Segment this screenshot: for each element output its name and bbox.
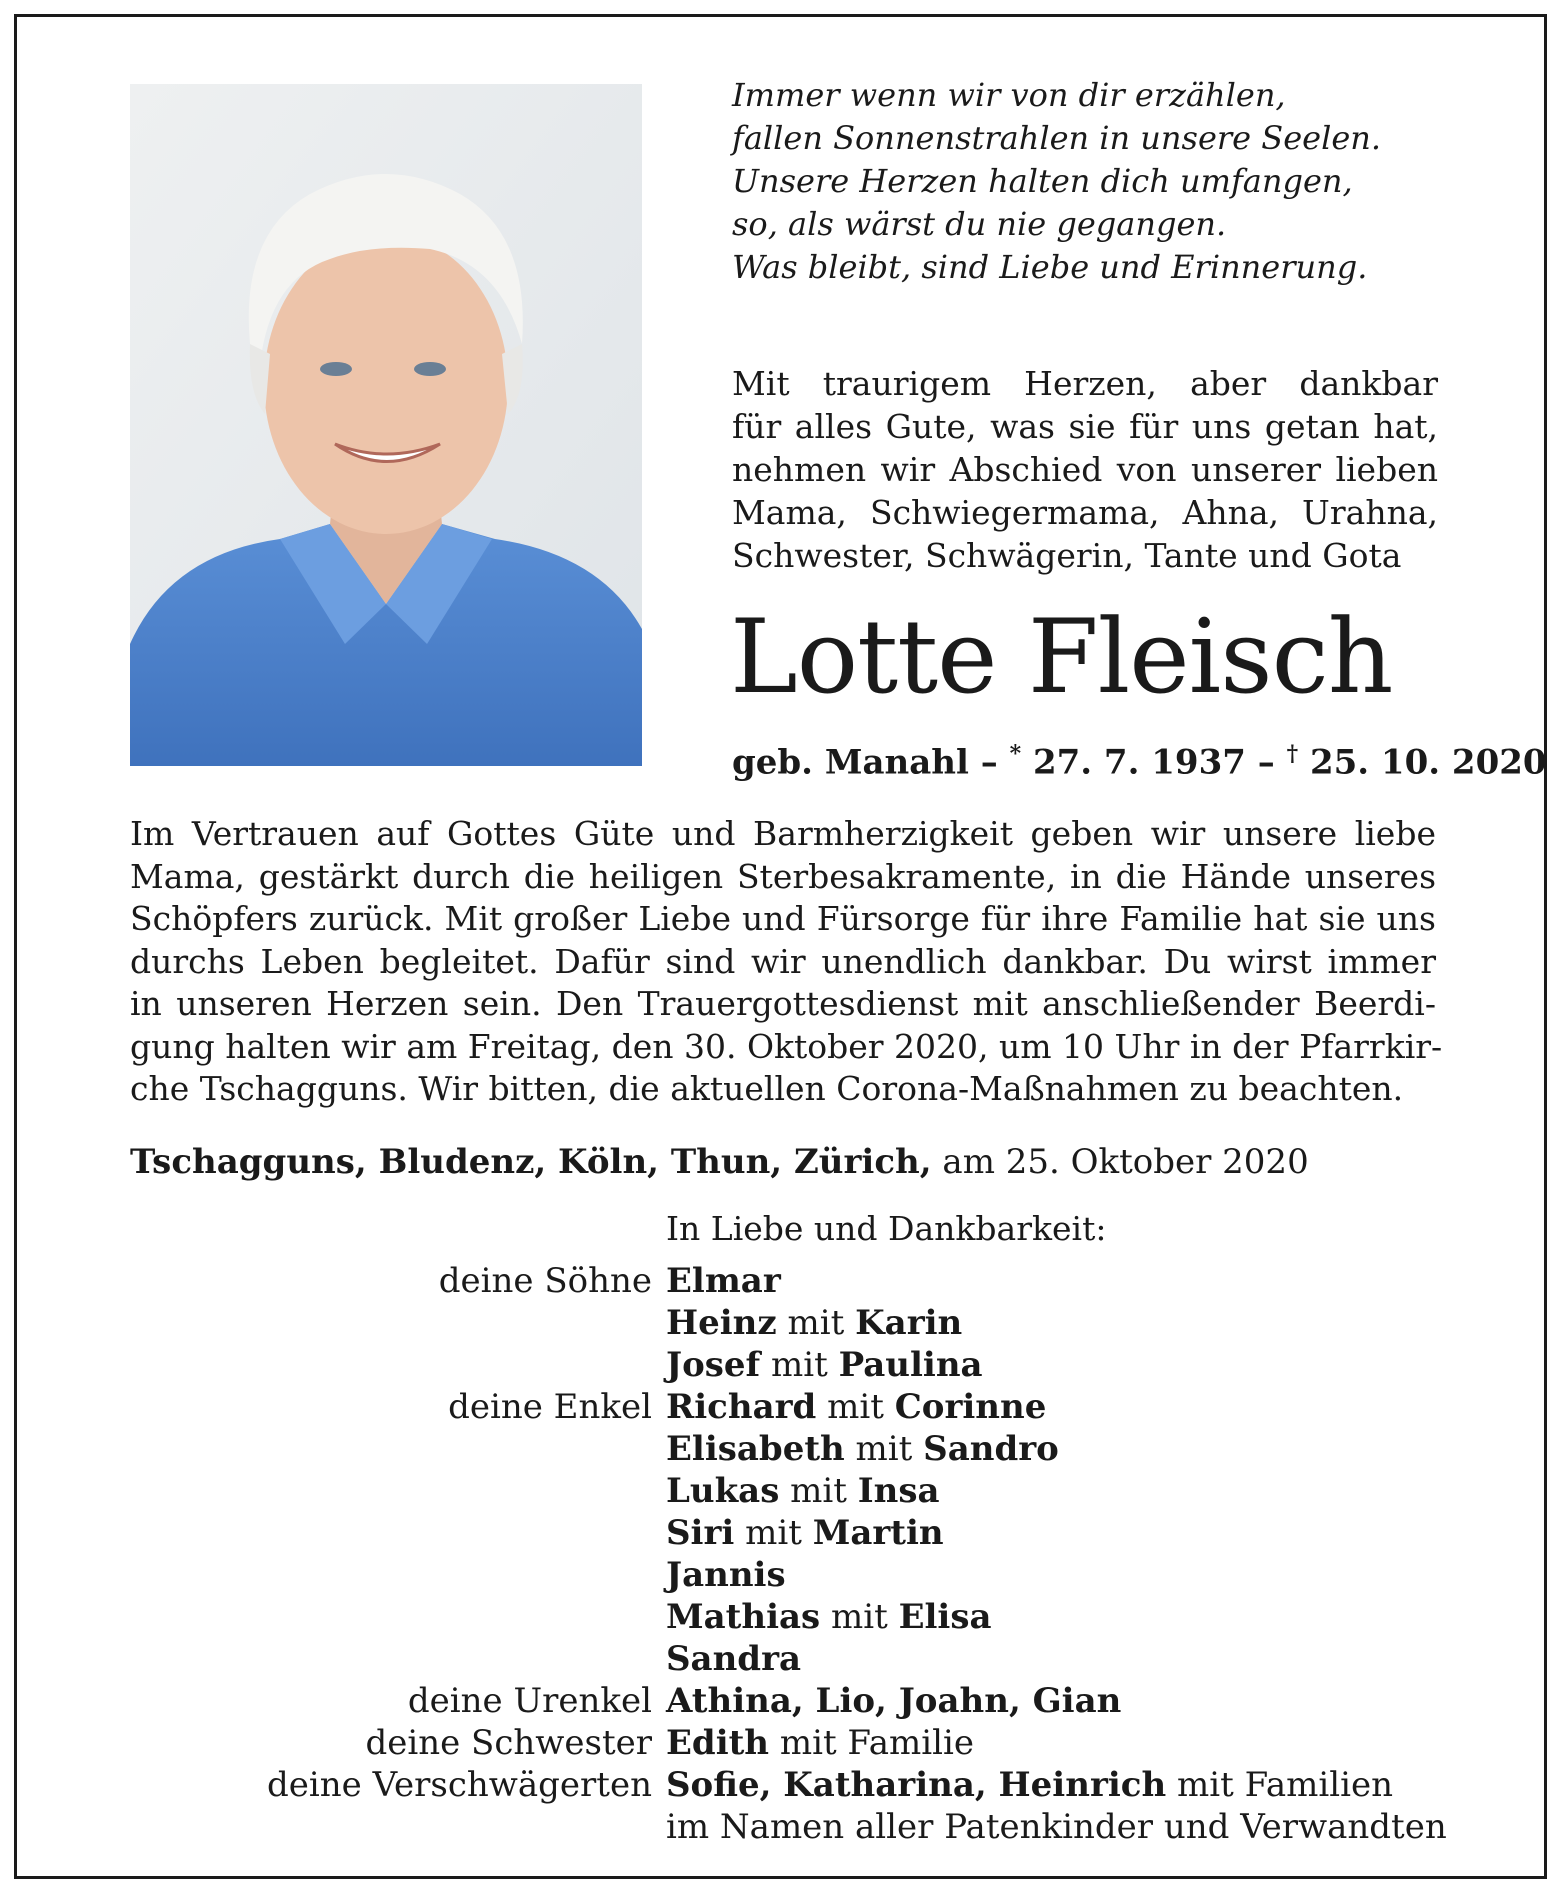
body-text (130, 813, 1443, 1111)
closing-line: im Namen aller Patenkinder und Verwandten (666, 1807, 1447, 1847)
died-symbol: † (1286, 741, 1299, 767)
family-partner: Martin (812, 1513, 944, 1553)
intro-line: für alles Gute, was sie für uns getan hat, (732, 407, 1438, 446)
family-row (0, 1302, 1567, 1344)
separator: – (1245, 742, 1287, 783)
body-line: Im Vertrauen auf Gottes Güte und Barmherzigkeit geben wir unsere liebe (130, 814, 1436, 853)
family-name: Siri (666, 1513, 735, 1553)
body-line: in unseren Herzen sein. Den Trauergottesdienst mit anschließender Beerdi- (130, 984, 1436, 1023)
family-label-sister: deine Schwester (365, 1723, 652, 1763)
family-name: Mathias (666, 1597, 821, 1637)
family-partner: Elisa (898, 1597, 992, 1637)
family-row (0, 1680, 1567, 1722)
body-line: gung halten wir am Freitag, den 30. Oktober 2020, um 10 Uhr in der Pfarrkir- (130, 1026, 1443, 1066)
family-partner: Karin (855, 1303, 963, 1343)
birth-name: geb. Manahl (732, 742, 969, 783)
family-name: Richard (666, 1387, 817, 1427)
poem-line: Was bleibt, sind Liebe und Erinnerung. (732, 248, 1368, 286)
family-list (0, 1260, 1567, 1848)
signoff: In Liebe und Dankbarkeit: (666, 1209, 1107, 1248)
family-row (0, 1386, 1567, 1428)
family-label-sons: deine Söhne (438, 1261, 652, 1301)
with-word: mit (779, 1471, 858, 1511)
family-name: Elmar (666, 1261, 781, 1301)
family-name: Heinz (666, 1303, 777, 1343)
with-word: mit (734, 1513, 813, 1553)
towns: Tschagguns, Bludenz, Köln, Thun, Zürich, (130, 1142, 932, 1182)
family-row (0, 1428, 1567, 1470)
died-date: 25. 10. 2020 (1298, 742, 1547, 783)
family-partner: Insa (857, 1471, 940, 1511)
body-line: che Tschagguns. Wir bitten, die aktuellen Corona-Maßnahmen zu beachten. (130, 1069, 1404, 1108)
family-name: Sandra (666, 1639, 802, 1679)
poem-line: so, als wärst du nie gegangen. (732, 205, 1227, 243)
family-row (0, 1722, 1567, 1764)
family-label-grandchildren: deine Enkel (448, 1387, 652, 1427)
born-date: 27. 7. 1937 (1021, 742, 1246, 783)
notice-date: am 25. Oktober 2020 (931, 1142, 1309, 1182)
family-label-great-grandchildren: deine Urenkel (407, 1681, 652, 1721)
family-row (0, 1596, 1567, 1638)
intro-line: nehmen wir Abschied von unserer lieben (732, 450, 1438, 489)
family-row (0, 1806, 1567, 1848)
family-row (0, 1638, 1567, 1680)
family-name: Jannis (666, 1555, 786, 1595)
body-line: Schöpfers zurück. Mit großer Liebe und Fürsorge für ihre Familie hat sie uns (130, 899, 1436, 938)
poem (732, 74, 1452, 289)
family-row (0, 1512, 1567, 1554)
family-name: Sofie, Katharina, Heinrich (666, 1765, 1167, 1805)
family-suffix: mit Familie (769, 1723, 974, 1763)
with-word: mit (776, 1303, 856, 1343)
body-line: Mama, gestärkt durch die heiligen Sterbesakramente, in die Hände unseres (130, 856, 1436, 896)
intro-line: Mit traurigem Herzen, aber dankbar (732, 364, 1438, 403)
family-row (0, 1764, 1567, 1806)
family-row (0, 1554, 1567, 1596)
poem-line: fallen Sonnenstrahlen in unsere Seelen. (732, 119, 1382, 157)
with-word: mit (844, 1429, 924, 1469)
family-row (0, 1470, 1567, 1512)
with-word: mit (816, 1387, 895, 1427)
born-symbol: * (1009, 741, 1022, 767)
poem-line: Unsere Herzen halten dich umfangen, (732, 162, 1353, 200)
life-dates (732, 732, 1547, 784)
family-row (0, 1344, 1567, 1386)
family-partner: Sandro (923, 1429, 1059, 1469)
family-name: Edith (666, 1723, 770, 1763)
family-name: Lukas (666, 1471, 780, 1511)
intro-text (732, 362, 1438, 577)
portrait-photo (130, 84, 642, 766)
family-suffix: mit Familien (1166, 1765, 1394, 1805)
with-word: mit (820, 1597, 899, 1637)
poem-line: Immer wenn wir von dir erzählen, (732, 76, 1286, 114)
intro-line: Mama, Schwiegermama, Ahna, Urahna, (732, 493, 1438, 532)
family-partner: Paulina (838, 1345, 983, 1385)
intro-line: Schwester, Schwägerin, Tante und Gota (732, 536, 1402, 575)
family-name: Josef (666, 1345, 761, 1385)
family-name: Athina, Lio, Joahn, Gian (666, 1681, 1122, 1721)
body-line: durchs Leben begleitet. Dafür sind wir unendlich dankbar. Du wirst immer (130, 941, 1436, 981)
separator: – (968, 742, 1010, 783)
family-row (0, 1260, 1567, 1302)
with-word: mit (760, 1345, 839, 1385)
family-partner: Corinne (894, 1387, 1047, 1427)
family-label-inlaws: deine Verschwägerten (267, 1765, 652, 1805)
family-name: Elisabeth (666, 1429, 845, 1469)
deceased-name: Lotte Fleisch (730, 598, 1393, 717)
place-date (130, 1140, 1309, 1184)
